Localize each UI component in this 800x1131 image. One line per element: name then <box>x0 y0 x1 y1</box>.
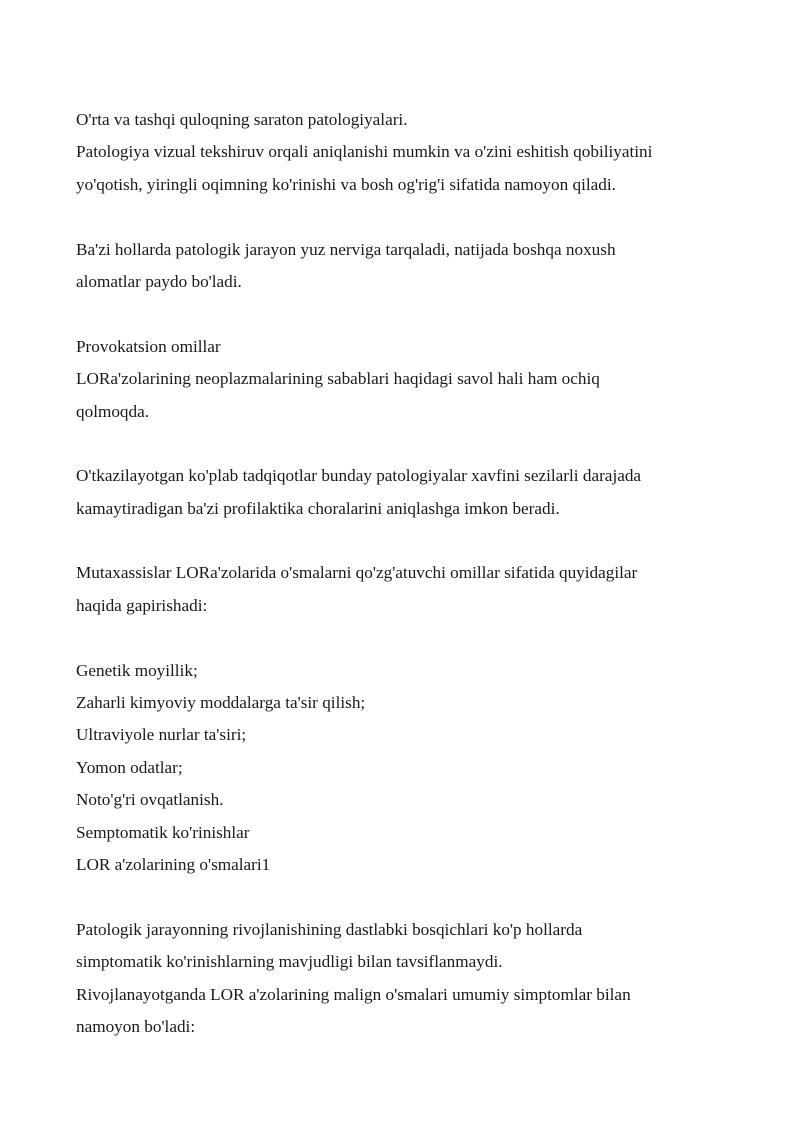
blank-line <box>76 201 726 233</box>
text-line: Patologiya vizual tekshiruv orqali aniqlanishi mumkin va o'zini eshitish qobiliyatini <box>76 142 653 162</box>
text-line: yo'qotish, yiringli oqimning ko'rinishi va bosh og'rig'i sifatida namoyon qiladi. <box>76 174 616 194</box>
text-line: qolmoqda. <box>76 401 150 421</box>
document-page <box>76 104 726 1043</box>
section-heading: Semptomatik ko'rinishlar <box>76 822 250 842</box>
text-line: namoyon bo'ladi: <box>76 1016 196 1036</box>
text-line: kamaytiradigan ba'zi profilaktika choralarini aniqlashga imkon beradi. <box>76 498 560 518</box>
text-line: O'tkazilayotgan ko'plab tadqiqotlar bunday patologiyalar xavfini sezilarli darajada <box>76 466 642 486</box>
list-item: Ultraviyole nurlar ta'siri; <box>76 725 247 745</box>
blank-line <box>76 298 726 330</box>
text-line: LORa'zolarining neoplazmalarining sabablari haqidagi savol hali ham ochiq <box>76 369 600 389</box>
section-heading: Provokatsion omillar <box>76 336 221 356</box>
heading-line: O'rta va tashqi quloqning saraton patologiyalari. <box>76 110 408 129</box>
blank-line <box>76 428 726 460</box>
text-line: Mutaxassislar LORa'zolarida o'smalarni qo'zg'atuvchi omillar sifatida quyidagilar <box>76 563 638 583</box>
blank-line <box>76 881 726 913</box>
list-item: Zaharli kimyoviy moddalarga ta'sir qilish; <box>76 693 366 713</box>
text-line: haqida gapirishadi: <box>76 595 208 615</box>
list-item: Noto'g'ri ovqatlanish. <box>76 790 224 810</box>
list-item: Genetik moyillik; <box>76 660 198 680</box>
text-line: Ba'zi hollarda patologik jarayon yuz nerviga tarqaladi, natijada boshqa noxush <box>76 239 616 259</box>
image-caption: LOR a'zolarining o'smalari1 <box>76 854 271 874</box>
text-line: simptomatik ko'rinishlarning mavjudligi bilan tavsiflanmaydi. <box>76 952 503 972</box>
list-item: Yomon odatlar; <box>76 757 183 777</box>
text-line: Patologik jarayonning rivojlanishining dastlabki bosqichlari ko'p hollarda <box>76 919 583 939</box>
text-line: alomatlar paydo bo'ladi. <box>76 271 242 291</box>
blank-line <box>76 525 726 557</box>
blank-line <box>76 622 726 654</box>
text-line: Rivojlanayotganda LOR a'zolarining malign o'smalari umumiy simptomlar bilan <box>76 984 631 1004</box>
